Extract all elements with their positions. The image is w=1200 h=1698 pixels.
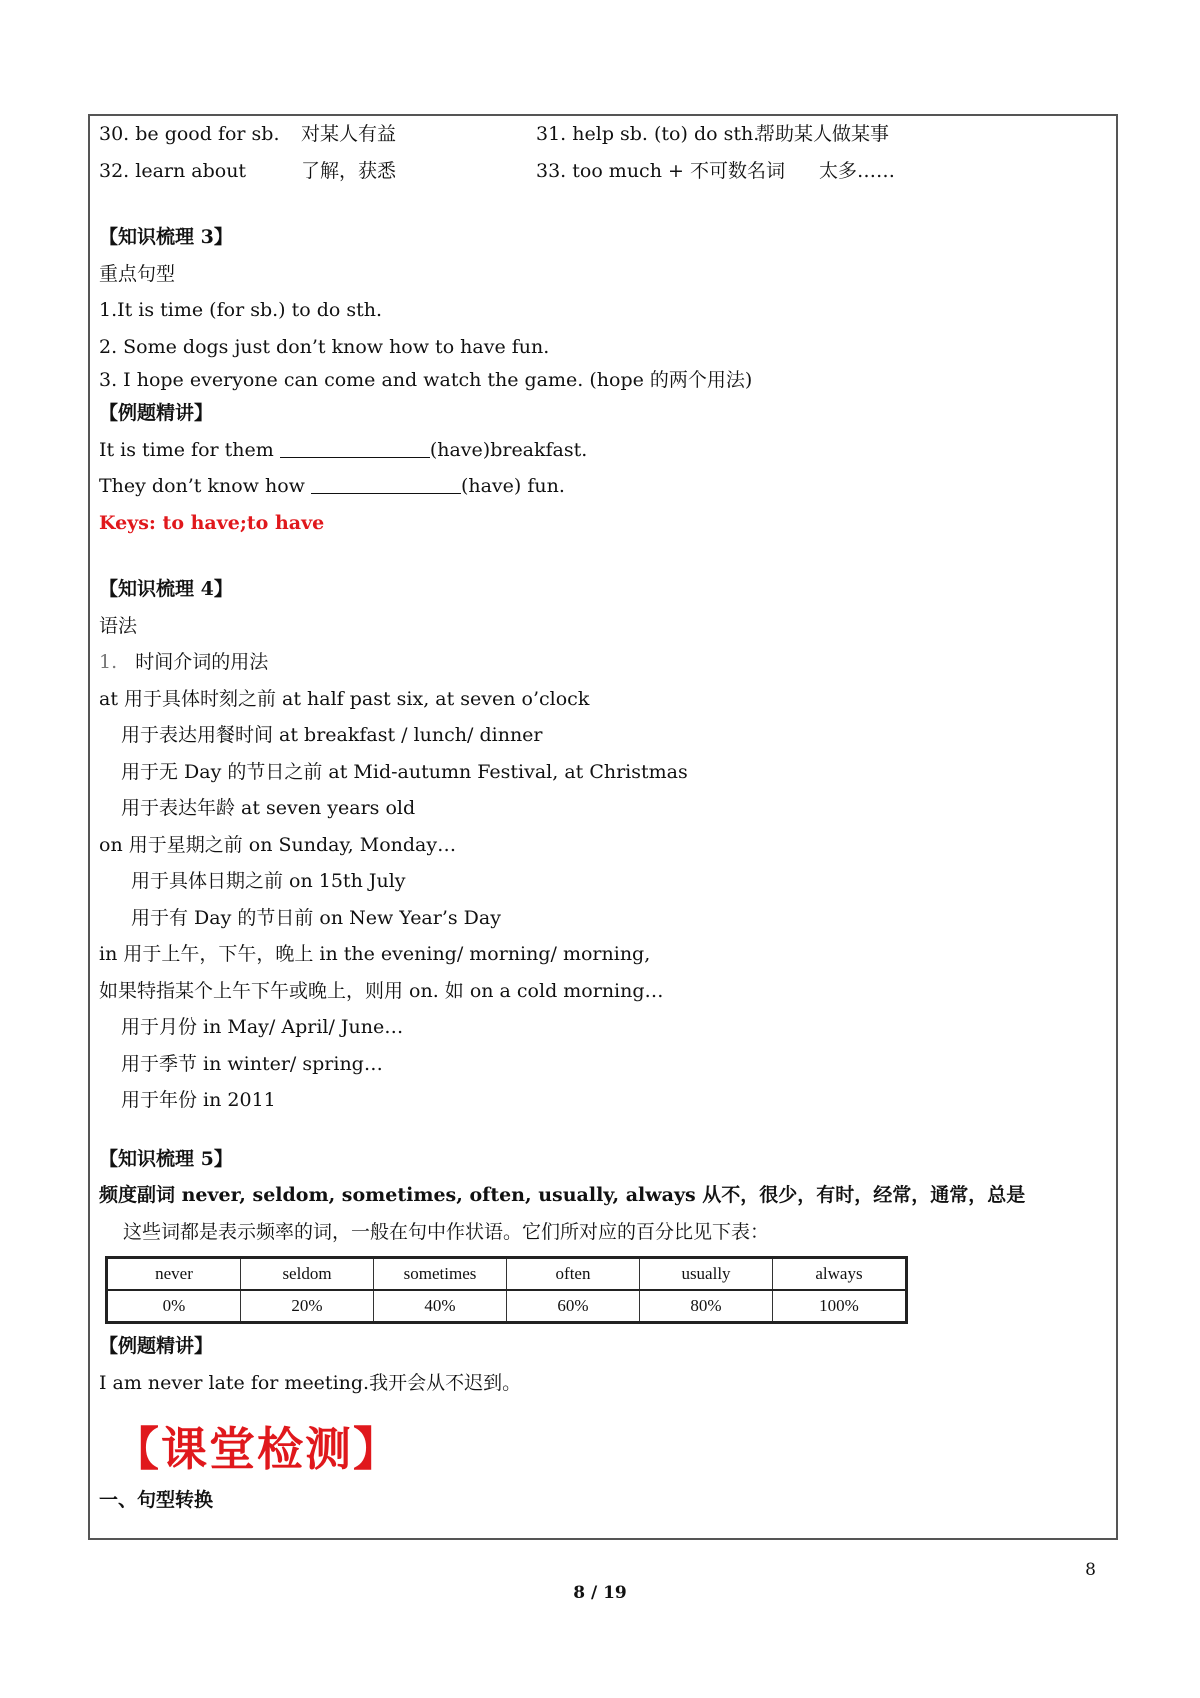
section-heading: 【知识梳理 5】 <box>99 1147 233 1170</box>
exercise-text: They don’t know how <box>99 475 311 497</box>
grammar-line: 用于无 Day 的节日之前 at Mid-autumn Festival, at Christmas <box>121 760 688 783</box>
grammar-line: on 用于星期之前 on Sunday, Monday… <box>99 833 457 856</box>
grammar-line: 用于表达年龄 at seven years old <box>121 797 416 819</box>
table-cell: sometimes <box>374 1258 507 1291</box>
exercise-line <box>99 468 1109 505</box>
table-cell: always <box>773 1258 907 1291</box>
grammar-line: 如果特指某个上午下午或晚上，则用 on. 如 on a cold morning… <box>99 979 664 1002</box>
vocab-en: 32. learn about <box>99 159 247 182</box>
grammar-line: 用于年份 in 2011 <box>121 1089 276 1111</box>
table-cell: 80% <box>640 1290 773 1323</box>
table-cell: seldom <box>241 1258 374 1291</box>
section-heading: 【知识梳理 3】 <box>99 226 233 248</box>
example-heading: 【例题精讲】 <box>99 402 214 424</box>
example-heading: 【例题精讲】 <box>99 1335 214 1357</box>
vocab-cn: 太多…… <box>819 159 896 182</box>
adverb-title: 频度副词 never, seldom, sometimes, often, usually, always 从不，很少，有时，经常，通常，总是 <box>99 1184 1026 1206</box>
frequency-table <box>105 1256 908 1324</box>
vocab-cn: 帮助某人做某事 <box>756 123 890 145</box>
exercise-text: (have) fun. <box>460 475 565 497</box>
table-cell: never <box>107 1258 241 1291</box>
vocab-en: 33. too much + 不可数名词 <box>536 159 785 182</box>
adverb-description: 这些词都是表示频率的词，一般在句中作状语。它们所对应的百分比见下表： <box>123 1220 770 1243</box>
exercise-text: (have)breakfast. <box>429 438 588 461</box>
page-number: 8 <box>1085 1560 1096 1580</box>
vocab-en: 30. be good for sb. <box>99 123 280 145</box>
class-test-part: 一、句型转换 <box>99 1489 214 1511</box>
grammar-item-title <box>99 644 1109 681</box>
exercise-text: It is time for them <box>99 438 280 461</box>
sentence-pattern: 3. I hope everyone can come and watch the game. (hope 的两个用法) <box>99 369 753 391</box>
item-title: 时间介词的用法 <box>135 651 269 673</box>
example-sentence: I am never late for meeting.我开会从不迟到。 <box>99 1371 522 1394</box>
table-cell: usually <box>640 1258 773 1291</box>
grammar-line: 用于表达用餐时间 at breakfast / lunch/ dinner <box>121 724 543 746</box>
answer-keys: Keys: to have;to have <box>99 511 325 534</box>
section-heading: 【知识梳理 4】 <box>99 578 233 600</box>
grammar-line: 用于月份 in May/ April/ June… <box>121 1016 404 1038</box>
grammar-line: 用于具体日期之前 on 15th July <box>131 870 406 892</box>
vocab-en: 31. help sb. (to) do sth. <box>536 123 760 145</box>
table-row <box>107 1290 907 1323</box>
grammar-line: in 用于上午，下午，晚上 in the evening/ morning/ morning, <box>99 943 651 965</box>
table-cell: 60% <box>507 1290 640 1323</box>
vocab-cn: 了解，获悉 <box>301 159 397 182</box>
vocab-row <box>99 153 1109 190</box>
sentence-pattern: 2. Some dogs just don’t know how to have fun. <box>99 335 550 358</box>
table-cell: 20% <box>241 1290 374 1323</box>
exercise-line <box>99 432 1109 469</box>
answer-blank <box>280 437 430 458</box>
grammar-line: 用于季节 in winter/ spring… <box>121 1052 383 1075</box>
item-number: 1. <box>99 651 118 673</box>
class-test-title: 【课堂检测】 <box>113 1422 401 1476</box>
section-subtitle: 重点句型 <box>99 262 176 285</box>
vocab-row <box>99 116 1109 153</box>
grammar-line: 用于有 Day 的节日前 on New Year’s Day <box>131 906 501 929</box>
table-cell: 100% <box>773 1290 907 1323</box>
grammar-line: at 用于具体时刻之前 at half past six, at seven o’clock <box>99 687 590 710</box>
vocab-cn: 对某人有益 <box>301 123 397 145</box>
table-row <box>107 1258 907 1291</box>
sentence-pattern: 1.It is time (for sb.) to do sth. <box>99 299 383 321</box>
answer-blank <box>311 473 461 494</box>
document-body <box>99 116 1109 1515</box>
table-cell: often <box>507 1258 640 1291</box>
section-subtitle: 语法 <box>99 614 138 637</box>
table-cell: 0% <box>107 1290 241 1323</box>
table-cell: 40% <box>374 1290 507 1323</box>
page-indicator: 8 / 19 <box>573 1583 627 1603</box>
